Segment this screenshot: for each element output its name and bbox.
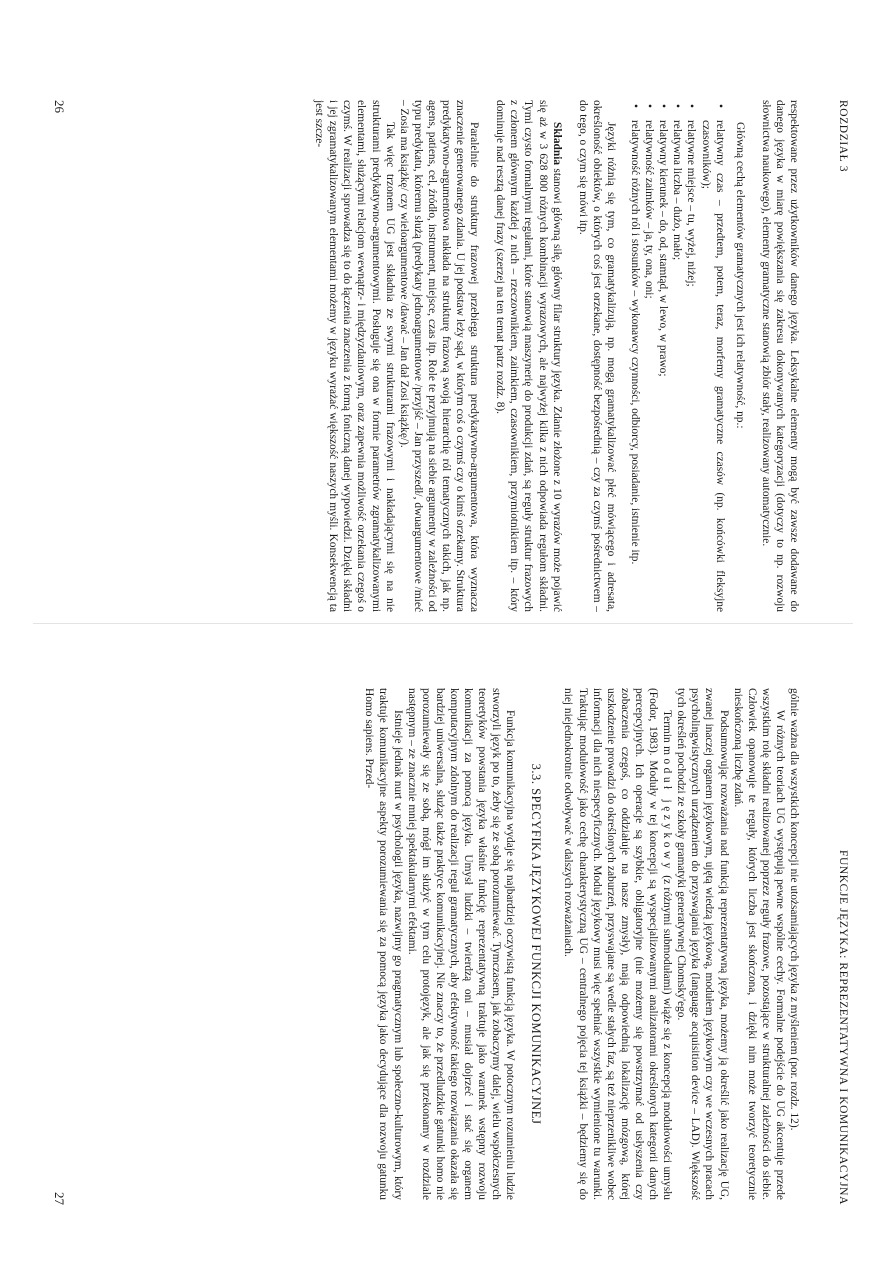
paragraph-text: (z różnymi submodułami) wiąże się z koncepcją modułowości umysłu (Fodor, 1983). Moduły w tej koncepcji są wyspecjalizowanymi analizatorami określonych kategorii danych percepcyjnych. Ich operacje są szybkie, obligatoryjne (nie możemy się powstrzymać od usłyszenia czy zobaczenia czegoś, co oddziałuje na nasze zmysły), mają odpowiednią lokalizację mózgową, której uszkodzenie prowadzi do określonych zaburzeń, przyswajane są wedle stałych faz, są też nieprzenikliwe wobec informacji dla nich niespecyficznych. Moduł językowy musi więc spełniać wszystkie wymienione tu warunki. Traktując modułowość jako cechę charakterystyczną UG – centralnego pojęcia tej książki – będziemy się do niej niejednokrotnie odwoływać w dalszych rozważaniach. [562, 688, 674, 1200]
list-item: • relatywność różnych ról i stosunków – wykonawcy czynności, odbiorcy, posiadanie, istnienie itp. [628, 116, 642, 612]
paragraph-lead: Termin [661, 710, 674, 747]
list-item: • relatywność zaimków – ja, ty, ona, oni; [642, 116, 656, 612]
term-skladnia: Składnia [550, 122, 563, 166]
running-head-right: FUNKCJE JĘZYKA: REPREZENTATYWNA I KOMUNIKACYJNA [837, 849, 849, 1205]
page-number-right: 27 [52, 1192, 67, 1205]
left-text-column [312, 100, 801, 612]
left-page [0, 30, 893, 630]
running-head-left: ROZDZIAŁ 3 [837, 100, 849, 173]
gutter-divider [33, 623, 853, 624]
list-item: • relatywna liczba – dużo, mało; [670, 116, 684, 612]
list-item: • relatywny czas – przedtem, potem, teraz, morfemy gramatyczne czasów (np. końcówki fleksyjne czasowników); [698, 116, 726, 612]
page-number-left: 26 [52, 100, 67, 113]
paragraph: respektowane przez użytkowników danego języka. Leksykalne elementy mogą być zawsze dodawane do danego języka w miarę powiększania się zakresu dokonywanych kategoryzacji (dotyczy to np. rozwoju słownictwa naukowego), elementy gramatyczne stanowią zbiór stały, realizowany automatycznie. [759, 100, 800, 612]
bullet-list [628, 100, 727, 612]
term-modul-jezykowy: moduł językowy [661, 746, 674, 872]
paragraph: Funkcja komunikacyjna wydaje się najbardziej oczywistą funkcją języka. W potocznym rozumieniu ludzie stworzyli język po to, żeby się ze sobą porozumiewać. Tymczasem, jak zobaczymy dalej, wielu współczesnych teoretyków powstania języka właśnie funkcję reprezentatywną traktuje jako warunek wstępny rozwoju komunikacji za pomocą języka. Umysł ludzki – twierdzą oni – musiał dojrzeć i stać się organem komputacyjnym zdolnym do realizacji reguł gramatycznych, aby efektywność takiego rozwiązania okazała się bardziej uniwersalna, służąc także praktyce komunikacyjnej. Nie znaczy to, że przedludzkie gatunki homo nie porozumiewały się ze sobą, mógł im służyć w tym celu protojęzyk, ale jak się przekonamy w rozdziale następnym – ze znacznie mniej spektakularnymi efektami. [405, 688, 517, 1200]
paragraph [561, 688, 674, 1200]
paragraph: W różnych teoriach UG występują pewne wspólne cechy. Formalne podejście do UG akcentuje przede wszystkim rolę składni realizowanej poprzez reguły frazowe, pozostające w strukturalnej zależności do siebie. Człowiek opanowuje te reguły, których liczba jest skończona, i dzięki nim może tworzyć teoretycznie nieskończoną liczbę zdań. [731, 688, 786, 1200]
list-item: • relatywne miejsce – tu, wyżej, niżej; [684, 116, 698, 612]
paragraph: Tak więc trzonem UG jest składnia ze swymi strukturami frazowymi i nakładającymi się na nie strukturami predykatywno-argumentowymi. Posługuje się ona w formie parametrów zgramatykalizowanymi elementami, służącymi relacjom wewnątrz- i międzyzdaniowym, oraz zapewnia możliwość orzekania czegoś o czymś. W realizacji sprowadza się to do łączenia znaczenia z formą foniczną danej wypowiedzi. Dzięki składni i jej zgramatykalizowanym elementami możemy w języku wyrażać większość naszych myśli. Konsekwencją ta jest szcze- [313, 100, 396, 612]
right-page [0, 640, 893, 1240]
paragraph: Paralelnie do struktury frazowej przebiega struktura predykatywno-argumentowa, która wyznacza znaczenie generowanego zdania. U jej podstaw leży sąd, w którym coś o czymś czy o kimś orzekamy. Struktura predykatywno-argumentowa nakłada na strukturę frazową swoją hierarchię ról tematycznych takich, jak np. agens, patiens, cel, źródło, instrument, miejsce, czas itp. Role te przyjmują na siebie argumenty w zależności od typu predykatu, któremu służą (predykaty jednoargumentowe /przyjść – Jan przyszedł/, dwuargumentowe /mieć – Zosia ma książkę/ czy wieloargumentowe /dawać – Jan dał Zosi książkę/). [397, 100, 481, 612]
paragraph-text: stanowi główną siłę, główny filar struktury języka. Zdanie złożone z 10 wyrazów może pojawić się aż w 3 628 800 różnych kombinacji wyrazowych, ale najwyżej kilka z nich odpowiada regułom składni. Tymi czysto formalnymi regułami, które stanowią maszynerię do produkcji zdań, są reguły struktur frazowych z członem głównym każdej z nich – rzeczownikiem, zaimkiem, czasownikiem, przymiotnikiem itp. – który dominuje nad resztą danej frazy (szerzej na ten temat patrz rozdz. 8). [494, 100, 563, 612]
section-heading: 3.3. SPECYFIKA JĘZYKOWEJ FUNKCJI KOMUNIKACYJNEJ [529, 763, 544, 1125]
paragraph: Główną cechą elementów gramatycznych jest ich relatywność, np.: [733, 122, 746, 429]
right-text-column [362, 688, 801, 1200]
paragraph: Języki różnią się tym, co gramatykalizują, np. mogą gramatykalizować płeć mówiącego i adresata, określoność obiektów, o których coś jest orzekane, dostępność bezpośrednią – czy za czymś pośrednictwem – do tego, o czym się mówi itp. [576, 100, 617, 612]
paragraph: Istnieje jednak nurt w psychologii języka, nazwijmy go pragmatycznym lub społeczno-kulturowym, który traktuje komunikacyjne aspekty porozumiewania się za pomocą języka jako decydujące dla rozwoju gatunku Homo sapiens. Przed- [363, 688, 404, 1200]
paragraph: Podsumowując rozważania nad funkcją reprezentatywną języka, możemy ją określić jako realizację UG, zwanej inaczej organem językowym, ujętą wiedzą językową, modułem językowym czy we wczesnych pracach psycholingwistycznych urządzeniem do przyswajania języka (language acquisition device – LAD). Większość tych określeń pochodzi ze szkoły gramatyki generatywnej Chomsky'ego. [675, 688, 730, 1200]
list-item: • relatywny kierunek – do, od, stamtąd, w lewo, w prawo; [656, 116, 670, 612]
paragraph: gólnie ważna dla wszystkich koncepcji nie utożsamiających języka z myśleniem (por. rozdz. 12). [788, 688, 800, 1131]
paragraph [493, 100, 563, 612]
